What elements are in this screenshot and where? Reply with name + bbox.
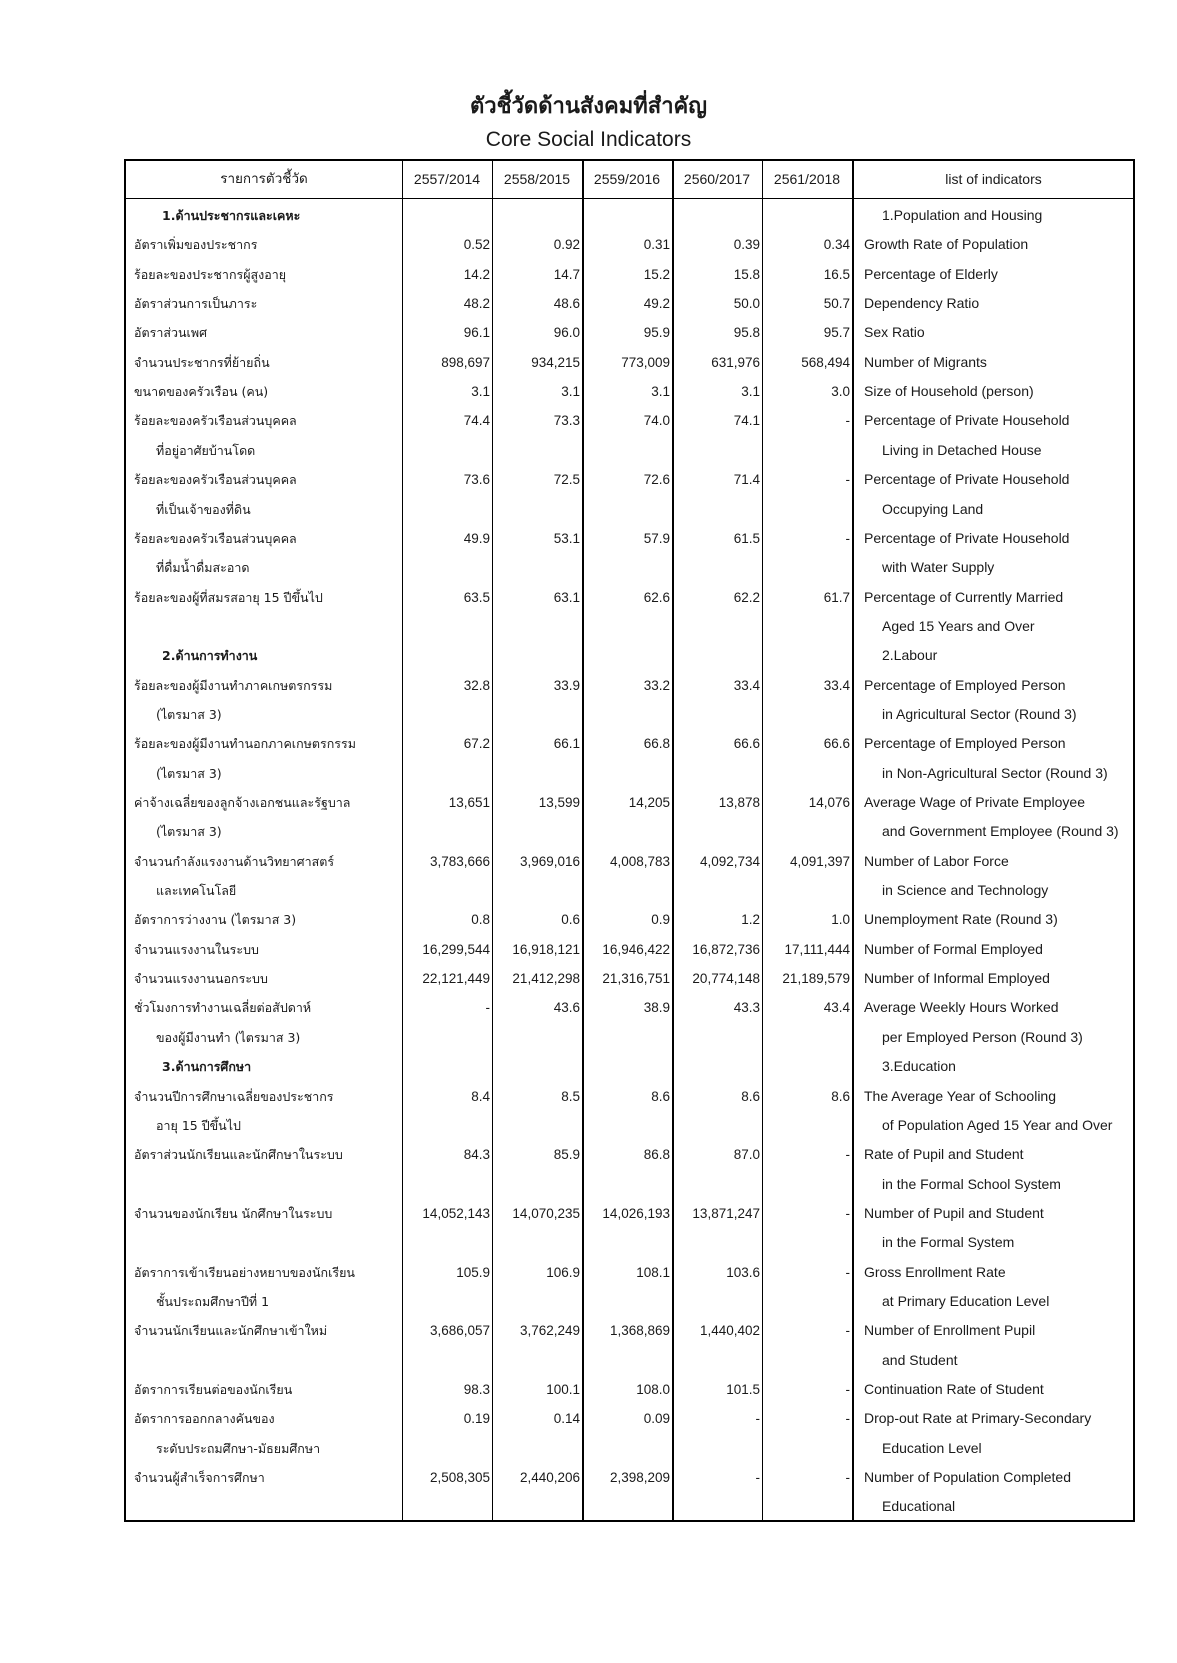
value-cell: 14.2 [463, 266, 490, 282]
value-cell: 568,494 [801, 354, 850, 370]
value-cell: 1,368,869 [609, 1323, 670, 1339]
value-cell: 98.3 [463, 1382, 490, 1397]
indicator-name-english: in the Formal School System [882, 1175, 1061, 1192]
value-cell: 8.6 [651, 1088, 670, 1104]
value-cell: 66.1 [553, 736, 580, 752]
header-thai-indicator: รายการตัวชี้วัด [220, 171, 308, 187]
value-cell: 13,599 [538, 795, 580, 810]
table-row [126, 583, 1133, 613]
value-cell: 773,009 [621, 354, 670, 370]
table-row [126, 1492, 1133, 1522]
indicator-name-english: Average Wage of Private Employee [864, 794, 1086, 810]
indicator-name-thai: ระดับประถมศึกษา-มัธยมศึกษา [156, 1440, 321, 1456]
indicator-name-english: Drop-out Rate at Primary-Secondary [864, 1410, 1092, 1427]
section-title-thai: 2.ด้านการทำงาน [162, 648, 258, 664]
table-row [126, 1346, 1133, 1376]
section-row [126, 201, 1133, 231]
indicator-name-english: Education Level [882, 1439, 982, 1456]
indicator-name-english: Growth Rate of Population [864, 236, 1029, 253]
value-cell: 14,076 [808, 795, 850, 810]
value-cell: 14,026,193 [602, 1205, 670, 1221]
value-cell: - [755, 1411, 760, 1427]
value-cell: - [845, 1470, 850, 1486]
section-title-english: 1.Population and Housing [882, 207, 1043, 223]
value-cell: 105.9 [456, 1264, 490, 1280]
indicator-name-english: in Non-Agricultural Sector (Round 3) [882, 764, 1108, 781]
table-row [126, 1111, 1133, 1141]
table-row [126, 1140, 1133, 1170]
value-cell: 48.2 [463, 296, 490, 312]
value-cell: 13,871,247 [692, 1205, 760, 1221]
value-cell: 21,412,298 [512, 971, 580, 987]
value-cell: 2,508,305 [429, 1470, 490, 1486]
indicator-name-thai: อัตราการเข้าเรียนอย่างหยาบของนักเรียน [134, 1264, 355, 1280]
value-cell: 4,091,397 [789, 853, 850, 869]
indicator-name-english: Number of Migrants [864, 353, 987, 370]
value-cell: 49.2 [643, 296, 670, 312]
indicator-name-thai: ร้อยละของครัวเรือนส่วนบุคคล [134, 413, 297, 429]
value-cell: - [845, 1382, 850, 1397]
table-row [126, 289, 1133, 319]
table-row [126, 553, 1133, 583]
value-cell: 4,008,783 [609, 853, 670, 869]
value-cell: 66.6 [733, 736, 760, 752]
indicator-name-thai: ขนาดของครัวเรือน (คน) [134, 384, 269, 400]
value-cell: 8.5 [561, 1088, 580, 1104]
value-cell: 3.1 [471, 384, 490, 400]
table-row [126, 1287, 1133, 1317]
value-cell: 33.4 [733, 677, 760, 693]
indicator-name-thai: (ไตรมาส 3) [156, 706, 222, 722]
page-title-thai: ตัวชี้วัดด้านสังคมที่สำคัญ [469, 94, 708, 119]
value-cell: 22,121,449 [422, 971, 490, 987]
table-row [126, 524, 1133, 554]
value-cell: 67.2 [463, 736, 490, 752]
value-cell: 61.7 [823, 589, 850, 605]
indicator-name-thai: (ไตรมาส 3) [156, 824, 222, 840]
value-cell: 85.9 [553, 1147, 580, 1163]
value-cell: 1.0 [831, 912, 850, 928]
indicator-name-thai: (ไตรมาส 3) [156, 765, 222, 781]
indicator-name-english: Aged 15 Years and Over [882, 617, 1035, 634]
header-year: 2559/2016 [593, 171, 661, 187]
value-cell: 0.14 [553, 1411, 580, 1427]
table-row [126, 1404, 1133, 1434]
table-row [126, 377, 1133, 407]
value-cell: - [845, 1411, 850, 1427]
value-cell: 3.0 [831, 384, 850, 400]
value-cell: 16,872,736 [692, 941, 760, 957]
value-cell: 0.34 [823, 237, 850, 253]
header-divider [126, 198, 1133, 199]
value-cell: 14,205 [628, 795, 670, 810]
value-cell: 0.09 [643, 1411, 670, 1427]
value-cell: 95.8 [733, 325, 760, 341]
table-row [126, 612, 1133, 642]
indicator-name-thai: ร้อยละของครัวเรือนส่วนบุคคล [134, 530, 297, 546]
value-cell: 15.8 [733, 266, 760, 282]
value-cell: 8.6 [831, 1088, 850, 1104]
indicator-name-english: Educational [882, 1498, 956, 1515]
indicator-name-thai: ที่ดื่มน้ำดื่มสะอาด [156, 560, 250, 576]
section-row [126, 1052, 1133, 1082]
value-cell: 87.0 [733, 1147, 760, 1163]
table-row [126, 318, 1133, 348]
header-year: 2561/2018 [773, 171, 841, 187]
indicator-name-english: Living in Detached House [882, 441, 1042, 458]
value-cell: 1,440,402 [699, 1323, 760, 1339]
table-row [126, 1199, 1133, 1229]
value-cell: 2,440,206 [519, 1470, 580, 1486]
value-cell: 49.9 [463, 530, 490, 546]
header-year: 2560/2017 [683, 171, 751, 187]
indicator-name-english: Number of Formal Employed [864, 940, 1043, 957]
value-cell: 33.2 [643, 677, 670, 693]
value-cell: 3,969,016 [519, 853, 580, 869]
indicator-name-thai: ชั้นประถมศึกษาปีที่ 1 [156, 1293, 270, 1309]
indicator-name-thai: อัตราส่วนนักเรียนและนักศึกษาในระบบ [134, 1147, 343, 1163]
value-cell: 66.6 [823, 736, 850, 752]
indicator-name-thai: ที่เป็นเจ้าของที่ดิน [156, 501, 251, 517]
table-row [126, 260, 1133, 290]
value-cell: 16,918,121 [512, 941, 580, 957]
indicator-name-english: per Employed Person (Round 3) [882, 1028, 1083, 1045]
table-row [126, 230, 1133, 260]
value-cell: 934,215 [531, 354, 580, 370]
value-cell: 74.1 [733, 413, 760, 429]
section-title-english: 3.Education [882, 1058, 956, 1075]
value-cell: 13,878 [718, 795, 760, 810]
indicator-name-english: Sex Ratio [864, 324, 925, 341]
value-cell: - [845, 1323, 850, 1339]
value-cell: 71.4 [733, 472, 760, 488]
table-row [126, 1463, 1133, 1493]
value-cell: 15.2 [643, 266, 670, 282]
table-row [126, 1434, 1133, 1464]
value-cell: 898,697 [441, 354, 490, 370]
indicator-name-english: Size of Household (person) [864, 383, 1034, 400]
indicator-name-english: in Agricultural Sector (Round 3) [882, 705, 1077, 722]
value-cell: - [755, 1470, 760, 1486]
value-cell: 33.4 [823, 677, 850, 693]
table-row [126, 465, 1133, 495]
value-cell: 14.7 [553, 266, 580, 282]
indicator-name-english: Occupying Land [882, 500, 984, 517]
indicator-name-english: and Government Employee (Round 3) [882, 823, 1119, 840]
value-cell: 50.0 [733, 296, 760, 312]
value-cell: - [485, 1000, 490, 1016]
table-row [126, 406, 1133, 436]
value-cell: 43.3 [733, 1000, 760, 1016]
table-row [126, 1375, 1133, 1405]
indicator-name-english: Percentage of Elderly [864, 265, 998, 282]
value-cell: 17,111,444 [784, 941, 850, 957]
value-cell: 1.2 [741, 912, 760, 928]
indicator-name-thai: ร้อยละของประชากรผู้สูงอายุ [134, 266, 287, 282]
value-cell: 3,783,666 [429, 853, 490, 869]
value-cell: 13,651 [448, 795, 490, 810]
value-cell: 32.8 [463, 677, 490, 693]
indicator-name-english: Number of Informal Employed [864, 970, 1050, 987]
indicator-name-english: Percentage of Private Household [864, 412, 1070, 429]
indicator-name-english: at Primary Education Level [882, 1292, 1050, 1309]
table-row [126, 993, 1133, 1023]
header-english-indicator: list of indicators [945, 171, 1042, 187]
indicator-name-thai: ค่าจ้างเฉลี่ยของลูกจ้างเอกชนและรัฐบาล [134, 795, 351, 810]
indicator-name-thai: ชั่วโมงการทำงานเฉลี่ยต่อสัปดาห์ [134, 1000, 312, 1016]
value-cell: 48.6 [553, 296, 580, 312]
indicator-name-thai: ร้อยละของผู้ที่สมรสอายุ 15 ปีขึ้นไป [134, 589, 323, 605]
value-cell: 0.9 [651, 912, 670, 928]
indicator-name-thai: จำนวนแรงงานนอกระบบ [134, 971, 268, 987]
indicator-name-thai: ของผู้มีงานทำ (ไตรมาส 3) [156, 1029, 301, 1045]
value-cell: 8.6 [741, 1088, 760, 1104]
value-cell: 96.1 [463, 325, 490, 341]
value-cell: - [845, 472, 850, 488]
value-cell: 95.7 [823, 325, 850, 341]
indicator-name-thai: อัตราการว่างงาน (ไตรมาส 3) [134, 912, 297, 928]
indicator-name-english: Dependency Ratio [864, 295, 980, 312]
value-cell: 53.1 [553, 530, 580, 546]
value-cell: 96.0 [553, 325, 580, 341]
value-cell: 631,976 [711, 354, 760, 370]
indicator-name-thai: อัตราส่วนการเป็นภาระ [134, 296, 258, 312]
value-cell: 33.9 [553, 677, 580, 693]
indicator-name-english: Unemployment Rate (Round 3) [864, 911, 1058, 928]
value-cell: 63.1 [553, 589, 580, 605]
value-cell: 63.5 [463, 589, 490, 605]
indicator-name-thai: อัตราการเรียนต่อของนักเรียน [134, 1382, 293, 1397]
value-cell: 0.92 [553, 237, 580, 253]
header-year: 2558/2015 [503, 171, 571, 187]
value-cell: 3,686,057 [429, 1323, 490, 1339]
value-cell: 0.19 [463, 1411, 490, 1427]
section-title-thai: 3.ด้านการศึกษา [162, 1059, 252, 1075]
value-cell: 100.1 [546, 1382, 580, 1397]
indicator-name-thai: ร้อยละของผู้มีงานทำนอกภาคเกษตรกรรม [134, 736, 356, 752]
value-cell: 72.5 [553, 472, 580, 488]
value-cell: 62.2 [733, 589, 760, 605]
indicator-name-english: Rate of Pupil and Student [864, 1146, 1024, 1163]
value-cell: 62.6 [643, 589, 670, 605]
indicator-name-english: and Student [882, 1351, 958, 1368]
value-cell: 101.5 [726, 1382, 760, 1397]
page-title-english: Core Social Indicators [485, 128, 692, 151]
value-cell: 106.9 [546, 1264, 580, 1280]
value-cell: 3,762,249 [519, 1323, 580, 1339]
table-row [126, 876, 1133, 906]
table-row [126, 729, 1133, 759]
table-row [126, 495, 1133, 525]
table-row [126, 1228, 1133, 1258]
value-cell: 3.1 [651, 384, 670, 400]
value-cell: 0.6 [561, 912, 580, 928]
value-cell: 73.6 [463, 472, 490, 488]
table-row [126, 436, 1133, 466]
table-row [126, 1316, 1133, 1346]
indicator-name-english: in Science and Technology [882, 882, 1049, 899]
table-row [126, 1082, 1133, 1112]
table-row [126, 671, 1133, 701]
indicator-name-english: in the Formal System [882, 1234, 1015, 1251]
value-cell: 0.39 [733, 237, 760, 253]
value-cell: 86.8 [643, 1147, 670, 1163]
value-cell: 0.31 [643, 237, 670, 253]
indicator-name-english: Continuation Rate of Student [864, 1381, 1044, 1397]
value-cell: 74.4 [463, 413, 490, 429]
indicator-name-english: Number of Population Completed [864, 1469, 1072, 1486]
value-cell: 3.1 [561, 384, 580, 400]
section-row [126, 641, 1133, 671]
indicator-name-english: Number of Pupil and Student [864, 1204, 1044, 1221]
section-title-english: 2.Labour [882, 647, 938, 664]
indicator-name-thai: จำนวนของนักเรียน นักศึกษาในระบบ [134, 1205, 333, 1221]
indicator-name-english: with Water Supply [882, 559, 995, 576]
value-cell: 72.6 [643, 472, 670, 488]
indicator-name-english: Percentage of Currently Married [864, 588, 1064, 605]
indicator-name-thai: อัตราส่วนเพศ [134, 325, 207, 341]
value-cell: 14,070,235 [512, 1205, 580, 1221]
value-cell: - [845, 530, 850, 546]
indicator-name-english: Gross Enrollment Rate [864, 1263, 1006, 1280]
value-cell: 84.3 [463, 1147, 490, 1163]
indicator-name-thai: จำนวนนักเรียนและนักศึกษาเข้าใหม่ [134, 1323, 328, 1339]
value-cell: 108.0 [636, 1382, 670, 1397]
value-cell: 61.5 [733, 530, 760, 546]
value-cell: 103.6 [726, 1264, 760, 1280]
value-cell: 21,316,751 [602, 971, 670, 987]
table-row [126, 1170, 1133, 1200]
table-row [126, 935, 1133, 965]
value-cell: - [845, 1147, 850, 1163]
value-cell: 0.8 [471, 912, 490, 928]
value-cell: 73.3 [553, 413, 580, 429]
value-cell: 95.9 [643, 325, 670, 341]
indicator-name-thai: จำนวนกำลังแรงงานด้านวิทยาศาสตร์ [134, 853, 335, 869]
table-row [126, 348, 1133, 378]
indicator-name-thai: อายุ 15 ปีขึ้นไป [156, 1117, 241, 1133]
value-cell: - [845, 413, 850, 429]
value-cell: - [845, 1205, 850, 1221]
indicator-name-english: of Population Aged 15 Year and Over [882, 1116, 1113, 1133]
indicator-name-thai: ร้อยละของครัวเรือนส่วนบุคคล [134, 472, 297, 488]
indicator-name-thai: อัตราเพิ่มของประชากร [134, 237, 258, 253]
indicator-name-thai: จำนวนประชากรที่ย้ายถิ่น [134, 354, 270, 370]
value-cell: 16,299,544 [422, 941, 490, 957]
indicator-name-english: The Average Year of Schooling [864, 1087, 1057, 1104]
value-cell: 16,946,422 [602, 941, 670, 957]
indicator-name-english: Number of Labor Force [864, 852, 1009, 869]
value-cell: 43.6 [553, 1000, 580, 1016]
indicator-name-english: Percentage of Employed Person [864, 676, 1066, 693]
value-cell: 14,052,143 [422, 1205, 490, 1221]
value-cell: 57.9 [643, 530, 670, 546]
indicator-name-thai: และเทคโนโลยี [156, 883, 237, 899]
value-cell: 2,398,209 [609, 1470, 670, 1486]
table-row [126, 700, 1133, 730]
table-row [126, 1258, 1133, 1288]
table-row [126, 788, 1133, 818]
indicator-name-thai: ร้อยละของผู้มีงานทำภาคเกษตรกรรม [134, 677, 333, 693]
header-year: 2557/2014 [413, 171, 481, 187]
indicator-name-thai: จำนวนแรงงานในระบบ [134, 941, 259, 957]
table-row [126, 817, 1133, 847]
value-cell: 16.5 [823, 266, 850, 282]
value-cell: 21,189,579 [782, 971, 850, 987]
indicator-name-thai: จำนวนผู้สำเร็จการศึกษา [134, 1470, 265, 1486]
table-row [126, 905, 1133, 935]
indicator-name-english: Number of Enrollment Pupil [864, 1322, 1036, 1339]
table-row [126, 1023, 1133, 1053]
table-row [126, 964, 1133, 994]
value-cell: 20,774,148 [692, 971, 760, 987]
indicator-name-thai: อัตราการออกกลางคันของ [134, 1411, 275, 1427]
value-cell: 0.52 [463, 237, 490, 253]
table-row [126, 759, 1133, 789]
indicator-name-thai: ที่อยู่อาศัยบ้านโดด [156, 442, 256, 458]
indicator-name-english: Percentage of Private Household [864, 529, 1070, 546]
indicators-table [124, 159, 1135, 1522]
indicator-name-english: Percentage of Private Household [864, 471, 1070, 488]
value-cell: 8.4 [471, 1088, 490, 1104]
indicator-name-english: Percentage of Employed Person [864, 735, 1066, 752]
value-cell: 4,092,734 [699, 853, 760, 869]
table-row [126, 847, 1133, 877]
value-cell: 38.9 [643, 1000, 670, 1016]
indicator-name-english: Average Weekly Hours Worked [864, 999, 1059, 1016]
value-cell: 43.4 [823, 1000, 850, 1016]
indicator-name-thai: จำนวนปีการศึกษาเฉลี่ยของประชากร [134, 1088, 334, 1104]
value-cell: - [845, 1264, 850, 1280]
value-cell: 74.0 [643, 413, 670, 429]
section-title-thai: 1.ด้านประชากรและเคหะ [162, 208, 301, 223]
value-cell: 108.1 [636, 1264, 670, 1280]
value-cell: 50.7 [823, 296, 850, 312]
value-cell: 66.8 [643, 736, 670, 752]
value-cell: 3.1 [741, 384, 760, 400]
